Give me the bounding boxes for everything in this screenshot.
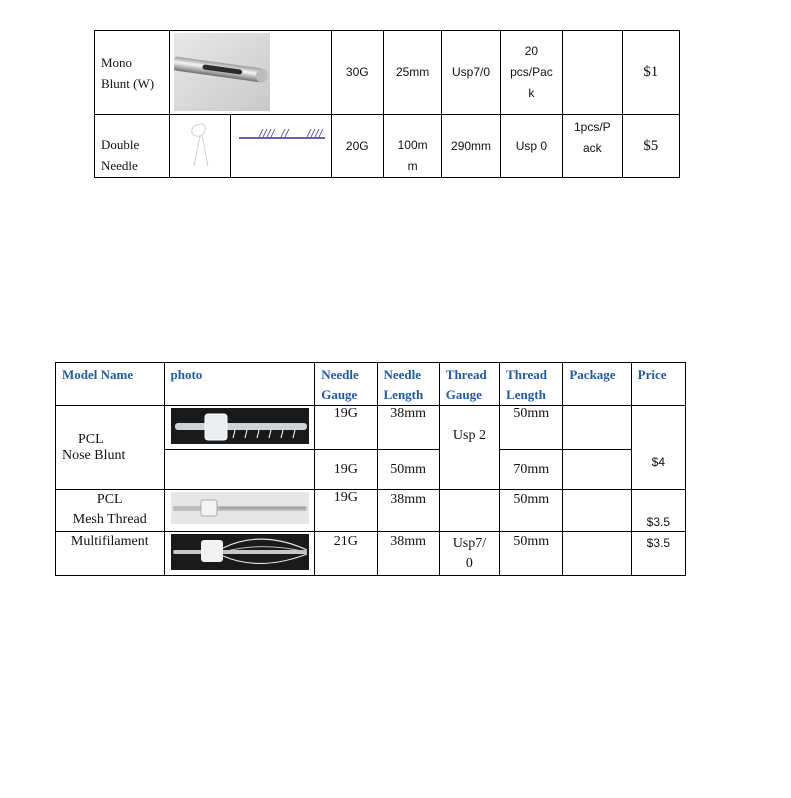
thread-gauge-cell (439, 490, 499, 532)
double-needle-thread-photo (237, 125, 327, 143)
package-cell: 1pcs/P ack (563, 115, 622, 178)
thread-gauge-cell: Usp 0 (500, 115, 562, 178)
price-cell: $3.5 (631, 490, 685, 532)
thread-length-cell: 50mm (500, 532, 563, 576)
mesh-thread-cannula-photo (171, 492, 309, 524)
table-row (95, 31, 680, 115)
header-package: Package (563, 363, 631, 406)
photo-cell (164, 406, 315, 450)
photo-cell (164, 490, 315, 532)
needle-gauge-cell: 21G (315, 532, 377, 576)
photo-cell (169, 115, 230, 178)
price-cell: $4 (631, 406, 685, 490)
package-cell (563, 450, 631, 490)
photo-cell (164, 532, 315, 576)
thread-gauge-cell: Usp 2 (439, 406, 499, 490)
price-cell: $3.5 (631, 532, 685, 576)
price-cell: $5 (622, 115, 679, 178)
needle-gauge-cell: 20G (331, 115, 383, 178)
header-row (56, 363, 686, 406)
photo-cell (169, 31, 331, 115)
table-row (56, 406, 686, 450)
needle-gauge-cell: 19G (315, 406, 377, 450)
needle-length-cell: 50mm (377, 450, 439, 490)
empty-cell (563, 31, 622, 115)
thread-length-cell: 290mm (442, 115, 500, 178)
multifilament-cannula-photo (171, 534, 309, 570)
table-row (56, 490, 686, 532)
photo-cell (230, 115, 331, 178)
photo-cell (164, 450, 315, 490)
package-cell: 20 pcs/Pac k (500, 31, 562, 115)
product-table-1 (94, 30, 680, 178)
header-price: Price (631, 363, 685, 406)
header-thread-length: Thread Length (500, 363, 563, 406)
model-name-cell: PCL Nose Blunt (56, 406, 165, 490)
model-name-cell: Double Needle (95, 115, 170, 178)
needle-gauge-cell: 19G (315, 490, 377, 532)
needle-gauge-cell: 30G (331, 31, 383, 115)
product-table-2 (55, 362, 686, 576)
needle-gauge-cell: 19G (315, 450, 377, 490)
package-cell (563, 406, 631, 450)
model-name-cell: Multifilament (56, 532, 165, 576)
package-cell (563, 532, 631, 576)
thread-length-cell: 50mm (500, 406, 563, 450)
thread-length-cell: 50mm (500, 490, 563, 532)
header-needle-length: Needle Length (377, 363, 439, 406)
price-cell: $1 (622, 31, 679, 115)
needle-length-cell: 38mm (377, 490, 439, 532)
needle-length-cell: 25mm (383, 31, 441, 115)
header-thread-gauge: Thread Gauge (439, 363, 499, 406)
thread-gauge-cell: Usp7/ 0 (439, 532, 499, 576)
needle-length-cell: 100m m (383, 115, 441, 178)
thread-gauge-cell: Usp7/0 (442, 31, 500, 115)
blunt-cannula-tip-photo (174, 33, 270, 111)
model-name-cell: PCL Mesh Thread (56, 490, 165, 532)
nose-blunt-cannula-photo (171, 408, 309, 444)
needle-length-cell: 38mm (377, 532, 439, 576)
model-name-cell: Mono Blunt (W) (95, 31, 170, 115)
header-photo: photo (164, 363, 315, 406)
header-model-name: Model Name (56, 363, 165, 406)
thread-length-cell: 70mm (500, 450, 563, 490)
table-row (56, 532, 686, 576)
table-row (95, 115, 680, 178)
header-needle-gauge: Needle Gauge (315, 363, 377, 406)
package-cell (563, 490, 631, 532)
needle-length-cell: 38mm (377, 406, 439, 450)
thread-loop-photo (180, 116, 220, 172)
